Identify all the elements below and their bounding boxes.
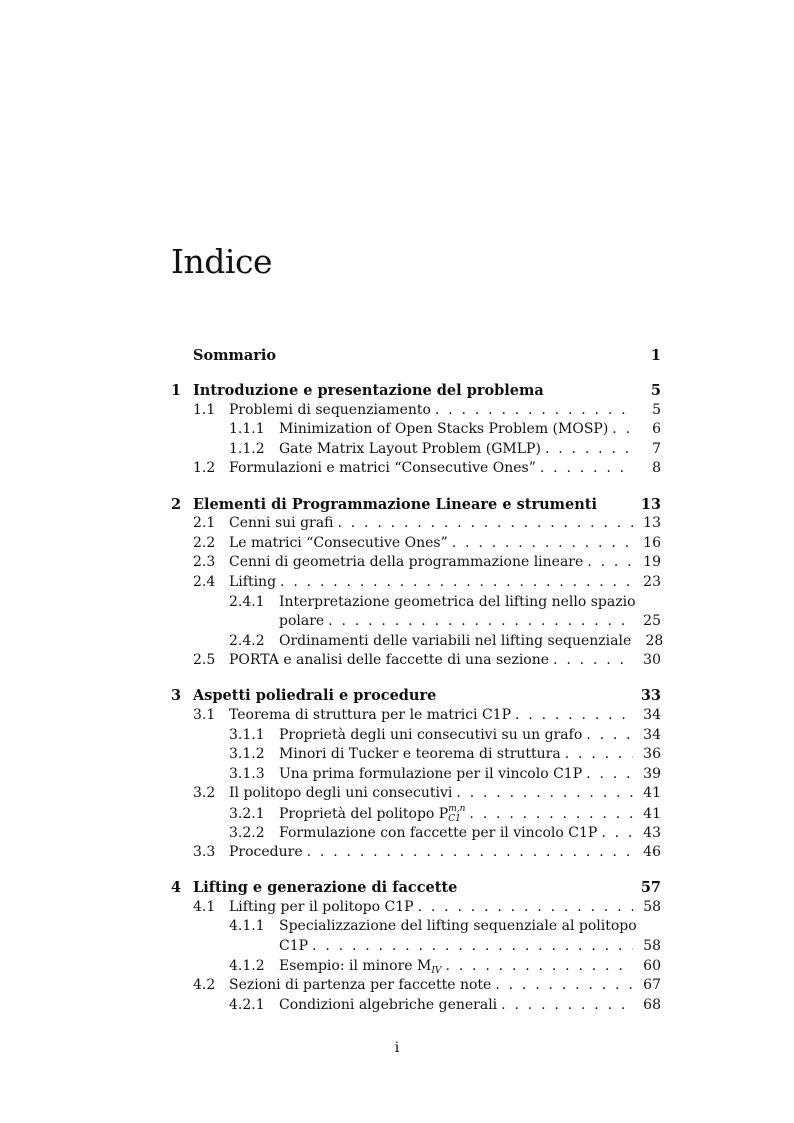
toc-entry[interactable] <box>171 632 664 652</box>
toc-title: Formulazione con faccette per il vincolo C1P <box>279 824 598 841</box>
subscript: C1 <box>448 813 461 824</box>
math-scripts <box>431 967 441 976</box>
dot-leader <box>312 937 633 957</box>
toc-entry[interactable] <box>171 459 661 479</box>
toc-page-number: 36 <box>643 746 661 763</box>
toc-title: Proprietà degli uni consecutivi su un grafo <box>279 726 583 743</box>
toc-number: 3.1.1 <box>229 726 265 743</box>
toc-entry[interactable] <box>171 651 661 671</box>
dot-leader <box>586 765 633 785</box>
toc-number: 2.3 <box>193 554 216 571</box>
toc-page-number: 28 <box>645 632 664 649</box>
page-number: i <box>394 1040 400 1056</box>
toc-title: Teorema di struttura per le matrici C1P <box>229 707 512 723</box>
toc-entry[interactable] <box>171 996 661 1016</box>
toc-title: PORTA e analisi delle faccette di una sezione <box>229 652 550 669</box>
dot-leader <box>307 843 633 863</box>
dot-leader <box>418 898 633 918</box>
toc-page-number: 68 <box>643 996 661 1013</box>
dot-leader <box>587 553 633 573</box>
toc-page-number: 13 <box>640 495 661 513</box>
dot-leader <box>456 784 633 804</box>
toc-page-number: 8 <box>652 460 661 477</box>
toc-title: Condizioni algebriche generali <box>279 996 498 1013</box>
math-scripts <box>448 804 465 824</box>
toc-page-number: 25 <box>643 613 661 630</box>
toc-page-number: 7 <box>652 440 661 457</box>
toc-page-number: 41 <box>643 785 661 802</box>
dot-leader <box>501 996 633 1016</box>
toc-page-number: 6 <box>652 421 661 438</box>
toc-number: 2.4.2 <box>229 632 265 649</box>
toc-chapter[interactable] <box>171 346 661 366</box>
toc-number: 1.1 <box>193 401 216 418</box>
dot-leader <box>601 824 633 844</box>
toc-entry[interactable] <box>171 534 661 554</box>
toc-number: 2.5 <box>193 652 216 669</box>
toc-page-number: 57 <box>640 879 661 897</box>
toc-entry[interactable] <box>171 553 661 573</box>
toc-entry[interactable] <box>171 937 661 957</box>
toc-title: Formulazioni e matrici “Consecutive Ones” <box>229 460 536 477</box>
toc-page-number: 16 <box>643 534 661 551</box>
toc-title: Minimization of Open Stacks Problem (MOSP) <box>279 421 609 438</box>
toc-entry[interactable] <box>171 706 661 726</box>
toc-number: 3.2 <box>193 785 216 802</box>
superscript: m,n <box>448 803 466 814</box>
toc-title: C1P <box>279 938 309 955</box>
toc-number: 4.1 <box>193 898 216 915</box>
toc-page-number: 30 <box>643 652 661 669</box>
toc-number: 4 <box>171 879 182 897</box>
toc-title: Problemi di sequenziamento <box>229 401 431 418</box>
toc-number: 1.1.1 <box>229 421 265 438</box>
toc-title: Sommario <box>193 347 277 364</box>
toc-title: Le matrici “Consecutive Ones” <box>229 534 448 551</box>
page-title: Indice <box>171 242 272 281</box>
dot-leader <box>545 440 633 460</box>
toc-title: Specializzazione del lifting sequenziale al politopo <box>279 918 637 935</box>
toc-number: 2.1 <box>193 515 216 532</box>
toc-page-number: 67 <box>643 977 661 994</box>
toc-entry[interactable] <box>171 514 661 534</box>
toc-entry[interactable] <box>171 784 661 804</box>
dot-leader <box>495 976 633 996</box>
dot-leader <box>540 459 633 479</box>
toc-entry[interactable] <box>171 898 661 918</box>
toc-entry[interactable] <box>171 612 661 632</box>
dot-leader <box>586 726 633 746</box>
toc-number: 2 <box>171 495 182 513</box>
toc-page-number: 23 <box>643 573 661 590</box>
toc-title: polare <box>279 613 325 630</box>
toc-page-number: 5 <box>650 382 661 400</box>
toc-chapter[interactable] <box>171 495 661 515</box>
toc-number: 1.1.2 <box>229 440 265 457</box>
dot-leader <box>445 957 633 977</box>
toc-title: Ordinamenti delle variabili nel lifting sequenziale <box>279 632 632 649</box>
toc-number: 3.2.1 <box>229 805 265 822</box>
toc-title: Lifting <box>229 573 277 590</box>
toc-page-number: 19 <box>643 554 661 571</box>
toc-page-number: 5 <box>652 401 661 418</box>
toc-entry[interactable] <box>171 804 661 824</box>
toc-number: 4.2.1 <box>229 996 265 1013</box>
toc-entry[interactable] <box>171 593 661 613</box>
toc-entry[interactable] <box>171 824 661 844</box>
toc-number: 3.1.3 <box>229 765 265 782</box>
toc-title: Elementi di Programmazione Lineare e strumenti <box>193 495 597 513</box>
toc-page-number: 39 <box>643 765 661 782</box>
toc-chapter[interactable] <box>171 381 661 401</box>
dot-leader <box>280 573 633 593</box>
toc-title: Minori di Tucker e teorema di struttura <box>279 746 561 763</box>
toc-number: 4.1.1 <box>229 918 265 935</box>
dot-leader <box>515 706 633 726</box>
toc-title: Sezioni di partenza per faccette note <box>229 977 492 994</box>
toc-title: Lifting per il politopo C1P <box>229 898 414 915</box>
toc-page-number: 43 <box>643 824 661 841</box>
toc-entry[interactable] <box>171 401 661 421</box>
toc-entry[interactable] <box>171 726 661 746</box>
toc-title: Introduzione e presentazione del problema <box>193 382 544 400</box>
dot-leader <box>452 534 633 554</box>
toc-page-number: 33 <box>640 687 661 705</box>
toc-number: 3 <box>171 687 182 705</box>
dot-leader <box>565 745 633 765</box>
toc-entry[interactable] <box>171 440 661 460</box>
toc-chapter[interactable] <box>171 686 661 706</box>
toc-title: Esempio: il minore M IV <box>279 957 442 977</box>
toc-number: 3.1 <box>193 707 216 723</box>
dot-leader <box>435 401 633 421</box>
toc-number: 1 <box>171 382 182 400</box>
toc-title: Aspetti poliedrali e procedure <box>193 687 437 705</box>
table-of-contents <box>171 346 664 1015</box>
toc-entry[interactable] <box>171 420 661 440</box>
toc-entry[interactable] <box>171 745 661 765</box>
toc-title: Gate Matrix Layout Problem (GMLP) <box>279 440 541 457</box>
toc-number: 2.2 <box>193 534 216 551</box>
toc-page-number: 34 <box>643 707 661 723</box>
toc-page-number: 41 <box>643 805 661 822</box>
toc-page-number: 58 <box>643 898 661 915</box>
toc-page-number: 46 <box>643 844 661 861</box>
toc-entry[interactable] <box>171 976 661 996</box>
toc-number: 1.2 <box>193 460 216 477</box>
toc-title: Procedure <box>229 844 303 861</box>
toc-entry[interactable] <box>171 573 661 593</box>
toc-number: 3.3 <box>193 844 216 861</box>
toc-title: Interpretazione geometrica del lifting nello spazio <box>279 593 636 610</box>
toc-entry[interactable] <box>171 957 661 977</box>
toc-title: Cenni di geometria della programmazione lineare <box>229 554 584 571</box>
toc-page-number: 58 <box>643 938 661 955</box>
dot-leader <box>469 805 633 825</box>
toc-number: 3.2.2 <box>229 824 265 841</box>
toc-number: 3.1.2 <box>229 746 265 763</box>
toc-entry[interactable] <box>171 765 661 785</box>
toc-page-number: 34 <box>643 726 661 743</box>
toc-title: Una prima formulazione per il vincolo C1P <box>279 765 583 782</box>
toc-title: Lifting e generazione di faccette <box>193 879 458 897</box>
toc-number: 4.1.2 <box>229 957 265 974</box>
toc-page-number: 60 <box>643 957 661 974</box>
dot-leader <box>328 612 633 632</box>
toc-page-number: 13 <box>643 515 661 532</box>
toc-number: 2.4 <box>193 573 216 590</box>
toc-title: Il politopo degli uni consecutivi <box>229 785 453 802</box>
toc-number: 4.2 <box>193 977 216 994</box>
subscript: IV <box>431 966 442 977</box>
toc-number: 2.4.1 <box>229 593 265 610</box>
dot-leader <box>553 651 633 671</box>
toc-title: Proprietà del politopo P m,n C1 <box>279 803 466 824</box>
toc-entry[interactable] <box>171 843 661 863</box>
dot-leader <box>612 420 633 440</box>
toc-entry[interactable] <box>171 917 661 937</box>
toc-page-number: 1 <box>650 347 661 364</box>
dot-leader <box>337 514 633 534</box>
toc-title: Cenni sui grafi <box>229 515 334 532</box>
toc-chapter[interactable] <box>171 878 661 898</box>
